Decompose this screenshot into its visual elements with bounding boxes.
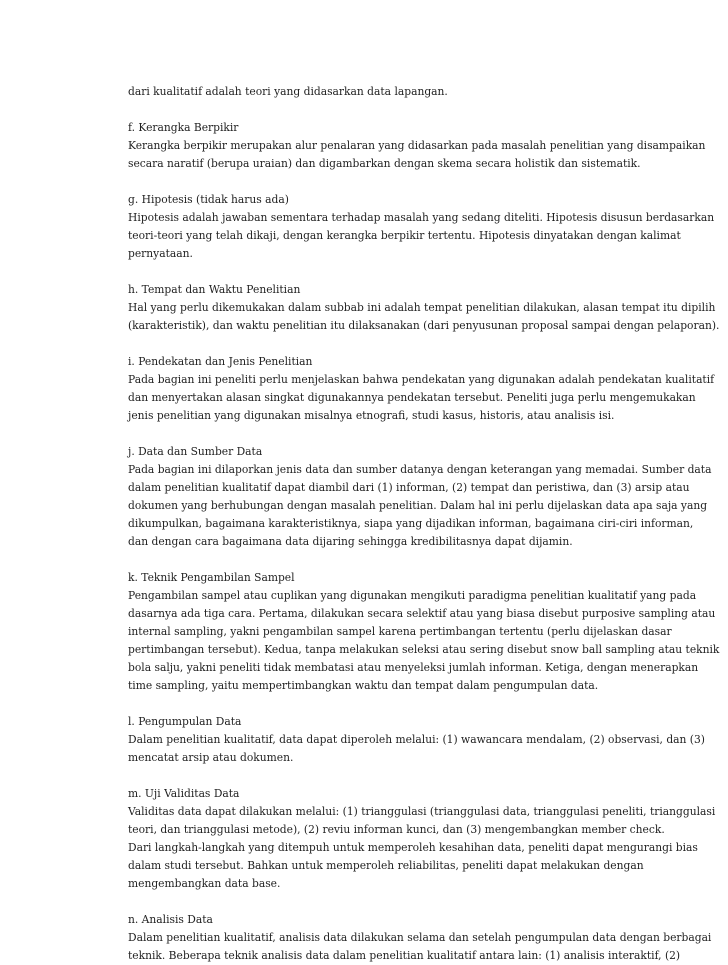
paragraph-line: Hipotesis adalah jawaban sementara terhadap masalah yang sedang diteliti. Hipotesis disusun berdasarkan	[128, 211, 715, 224]
paragraph-line: Dari langkah-langkah yang ditempuh untuk memperoleh kesahihan data, peneliti dapat mengurangi bias	[128, 841, 698, 854]
section-heading: i. Pendekatan dan Jenis Penelitian	[128, 355, 313, 368]
section-gap	[128, 173, 656, 191]
paragraph-line: dan dengan cara bagaimana data dijaring sehingga kredibilitasnya dapat dijamin.	[128, 535, 573, 548]
paragraph-line: internal sampling, yakni pengambilan sampel karena pertimbangan tertentu (perlu dijelaskan dasar	[128, 625, 672, 638]
paragraph-line: Dalam penelitian kualitatif, data dapat diperoleh melalui: (1) wawancara mendalam, (2) observasi, dan (3)	[128, 733, 705, 746]
paragraph-line: dari kualitatif adalah teori yang didasarkan data lapangan.	[128, 85, 448, 98]
paragraph-line: Dalam penelitian kualitatif, analisis data dilakukan selama dan setelah pengumpulan data dengan berbagai	[128, 931, 712, 944]
section-n	[128, 911, 712, 965]
section-intro	[128, 83, 656, 101]
paragraph-line: Pengambilan sampel atau cuplikan yang digunakan mengikuti paradigma penelitian kualitatif yang pada	[128, 589, 697, 602]
section-gap	[128, 767, 656, 785]
paragraph-line: secara naratif (berupa uraian) dan digambarkan dengan skema secara holistik dan sistematik.	[128, 157, 641, 170]
paragraph-line: Hal yang perlu dikemukakan dalam subbab ini adalah tempat penelitian dilakukan, alasan tempat itu dipilih	[128, 301, 716, 314]
section-gap	[128, 425, 656, 443]
paragraph-line: dalam penelitian kualitatif dapat diambil dari (1) informan, (2) tempat dan peristiwa, dan (3) arsip atau	[128, 481, 690, 494]
paragraph-line: teori, dan trianggulasi metode), (2) reviu informan kunci, dan (3) mengembangkan member check.	[128, 823, 665, 836]
section-gap	[128, 893, 656, 911]
section-g	[128, 191, 715, 263]
paragraph-line: teori-teori yang telah dikaji, dengan kerangka berpikir tertentu. Hipotesis dinyatakan dengan kalimat	[128, 229, 681, 242]
paragraph-line: teknik. Beberapa teknik analisis data dalam penelitian kualitatif antara lain: (1) analisis interaktif, (2)	[128, 949, 681, 962]
section-heading: l. Pengumpulan Data	[128, 715, 242, 728]
paragraph-line: dasarnya ada tiga cara. Pertama, dilakukan secara selektif atau yang biasa disebut purposive sampling atau	[128, 607, 716, 620]
paragraph-line: Pada bagian ini peneliti perlu menjelaskan bahwa pendekatan yang digunakan adalah pendekatan kualitatif	[128, 373, 715, 386]
section-gap	[128, 551, 656, 569]
paragraph-line: dalam studi tersebut. Bahkan untuk memperoleh reliabilitas, peneliti dapat melakukan dengan	[128, 859, 644, 872]
paragraph-line: time sampling, yaitu mempertimbangkan waktu dan tempat dalam pengumpulan data.	[128, 679, 599, 692]
section-l	[128, 713, 705, 767]
paragraph-line: Kerangka berpikir merupakan alur penalaran yang didasarkan pada masalah penelitian yang disampaikan	[128, 139, 706, 152]
paragraph-line: pertimbangan tersebut). Kedua, tanpa melakukan seleksi atau sering disebut snow ball sampling atau teknik	[128, 643, 720, 656]
section-heading: h. Tempat dan Waktu Penelitian	[128, 283, 301, 296]
paragraph-line: Validitas data dapat dilakukan melalui: (1) trianggulasi (trianggulasi data, trianggulasi peneliti, trianggulasi	[128, 805, 716, 818]
section-gap	[128, 263, 656, 281]
section-gap	[128, 695, 656, 713]
section-heading: f. Kerangka Berpikir	[128, 121, 239, 134]
paragraph-line: bola salju, yakni peneliti tidak membatasi atau menyeleksi jumlah informan. Ketiga, dengan menerapkan	[128, 661, 699, 674]
section-gap	[128, 101, 656, 119]
paragraph-line: dokumen yang berhubungan dengan masalah penelitian. Dalam hal ini perlu dijelaskan data apa saja yang	[128, 499, 708, 512]
document-page	[128, 83, 720, 965]
section-gap	[128, 335, 656, 353]
section-heading: k. Teknik Pengambilan Sampel	[128, 571, 295, 584]
paragraph-line: dan menyertakan alasan singkat digunakannya pendekatan tersebut. Peneliti juga perlu mengemukakan	[128, 391, 696, 404]
paragraph-line: mengembangkan data base.	[128, 877, 281, 890]
paragraph-line: Pada bagian ini dilaporkan jenis data dan sumber datanya dengan keterangan yang memadai. Sumber data	[128, 463, 712, 476]
paragraph-line: dikumpulkan, bagaimana karakteristiknya, siapa yang dijadikan informan, bagaimana ciri-ciri informan,	[128, 517, 694, 530]
paragraph-line: jenis penelitian yang digunakan misalnya etnografi, studi kasus, historis, atau analisis isi.	[128, 409, 615, 422]
section-heading: j. Data dan Sumber Data	[128, 445, 263, 458]
paragraph-line: pernyataan.	[128, 247, 193, 260]
section-h	[128, 281, 720, 335]
section-heading: m. Uji Validitas Data	[128, 787, 240, 800]
section-heading: n. Analisis Data	[128, 913, 213, 926]
section-heading: g. Hipotesis (tidak harus ada)	[128, 193, 289, 206]
section-k	[128, 569, 720, 695]
paragraph-line: (karakteristik), dan waktu penelitian itu dilaksanakan (dari penyusunan proposal sampai dengan pelaporan).	[128, 319, 720, 332]
section-i	[128, 353, 715, 425]
section-f	[128, 119, 706, 173]
section-j	[128, 443, 712, 551]
section-m	[128, 785, 716, 893]
paragraph-line: mencatat arsip atau dokumen.	[128, 751, 294, 764]
